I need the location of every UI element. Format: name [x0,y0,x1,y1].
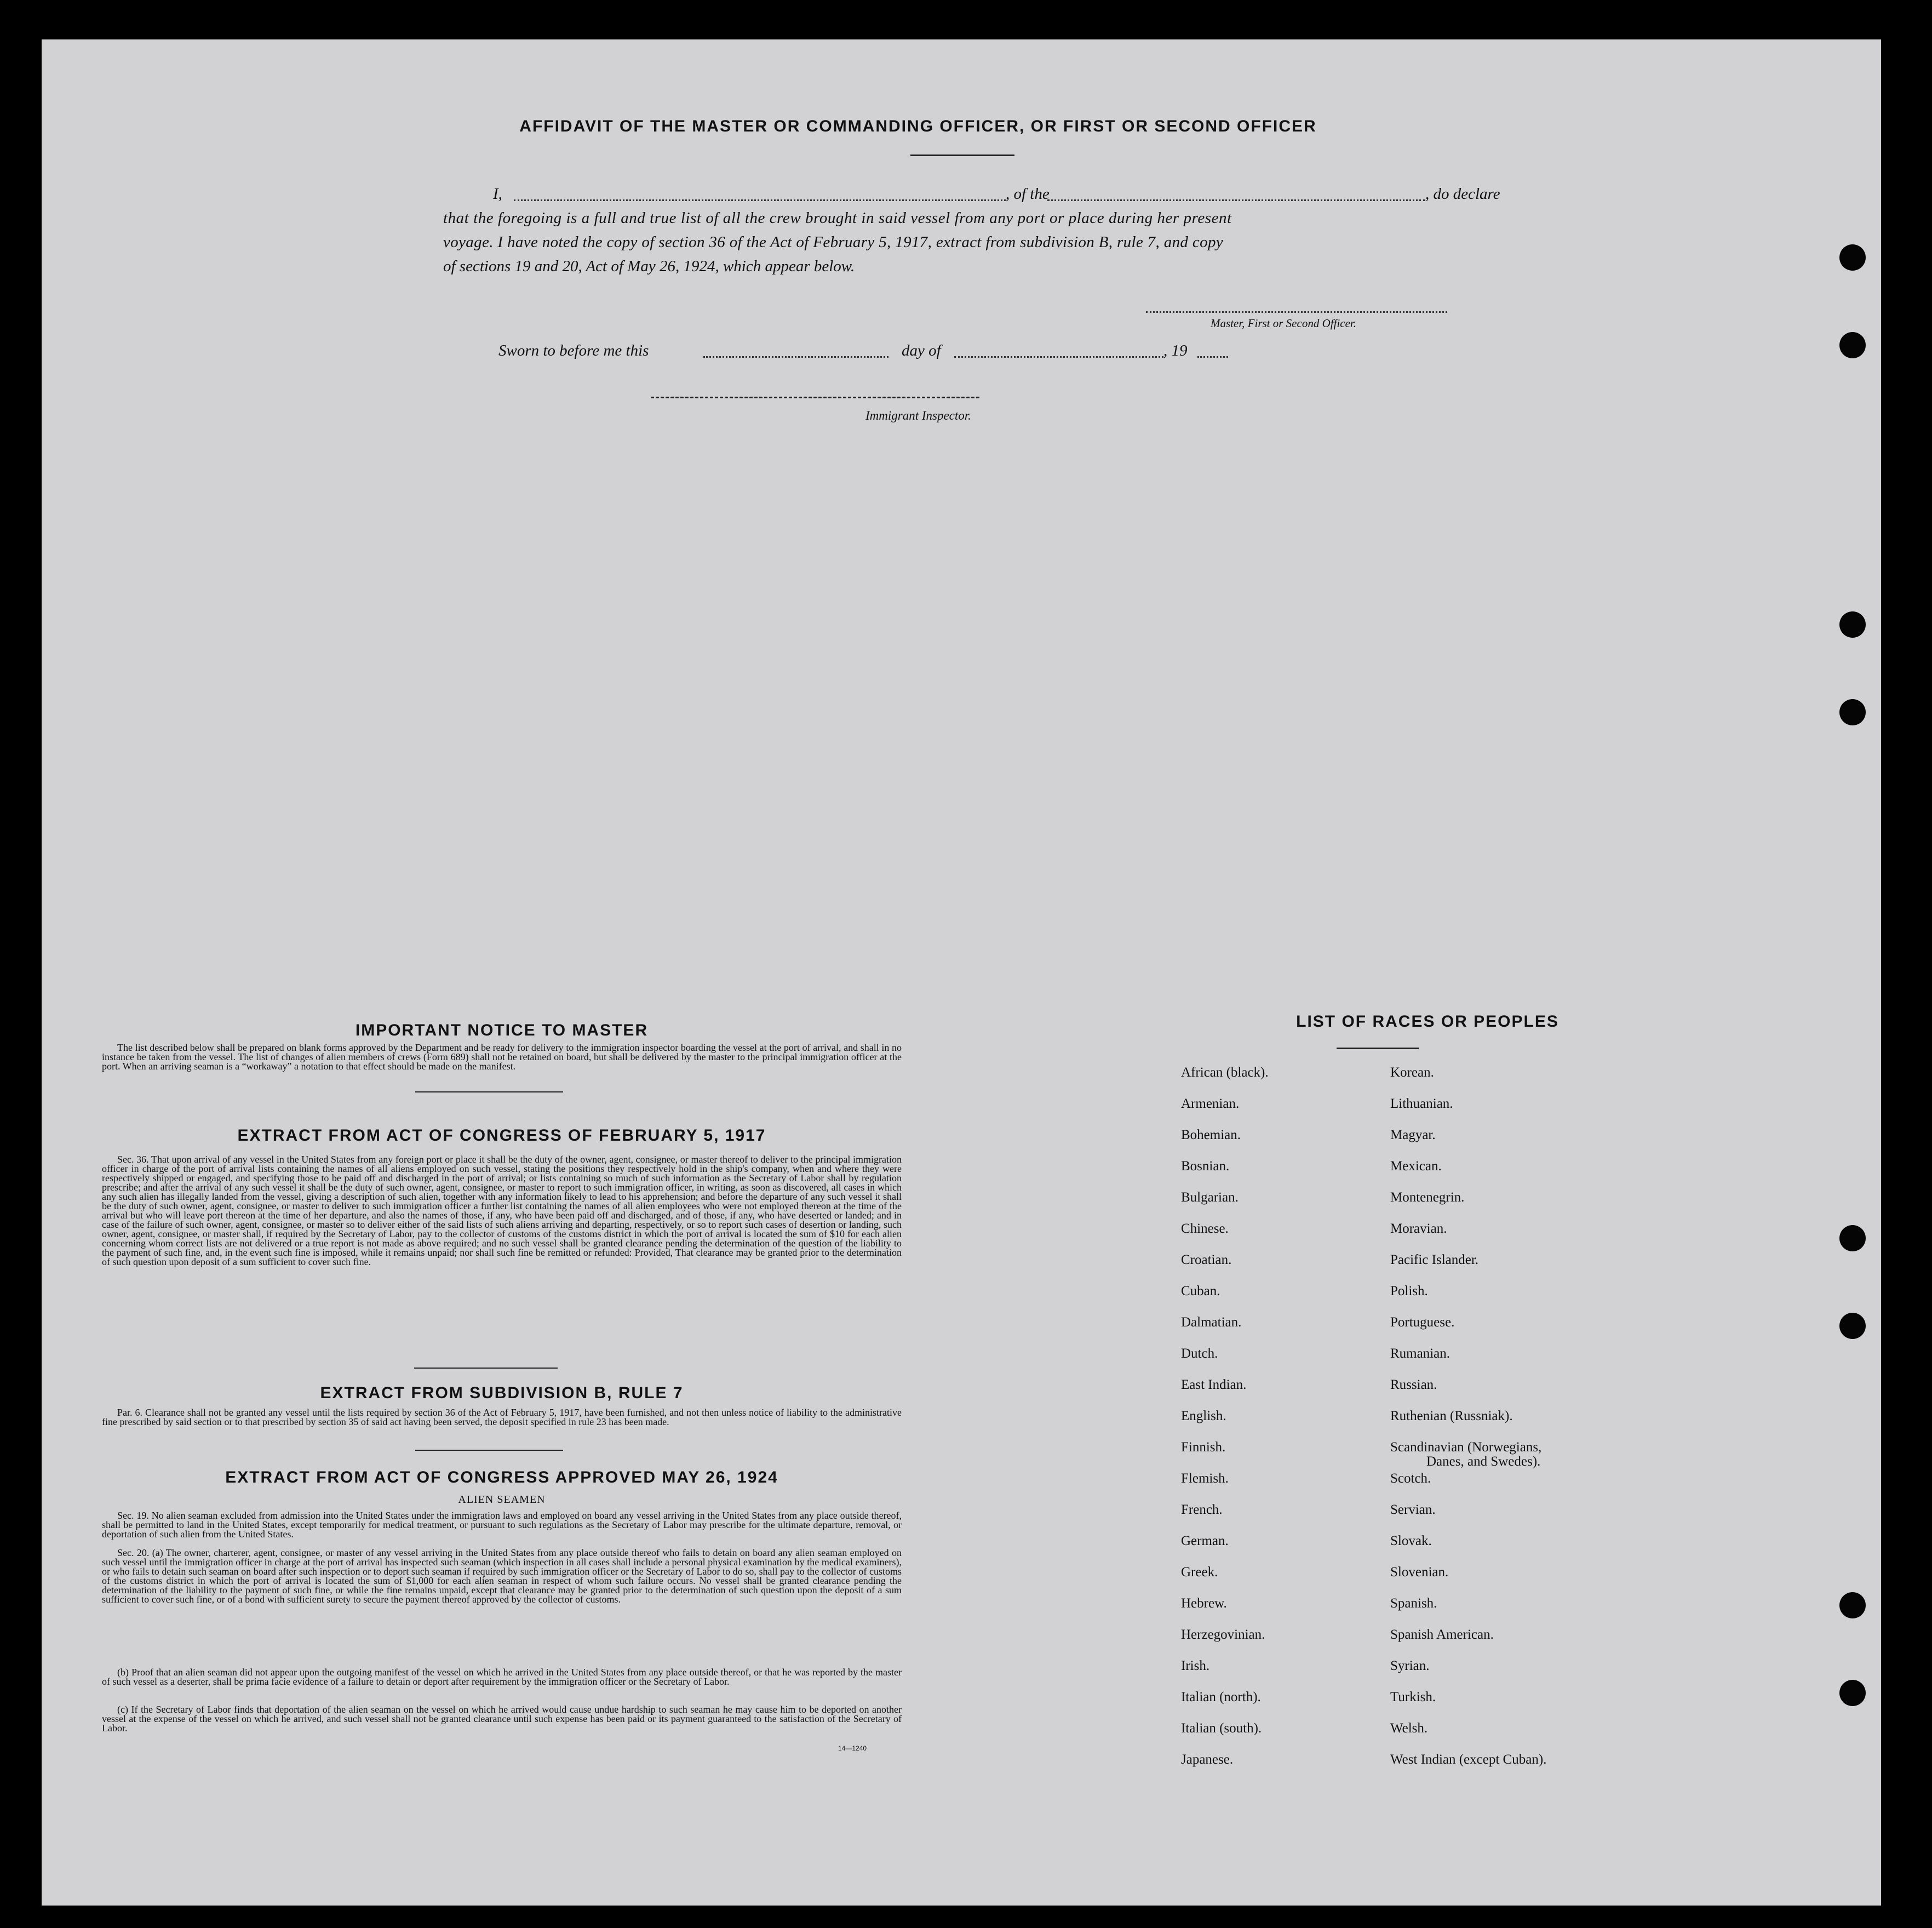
race-item: Armenian. [1181,1096,1240,1111]
race-item: Spanish American. [1390,1627,1494,1642]
race-item: Mexican. [1390,1159,1442,1174]
race-item: French. [1181,1502,1223,1517]
race-item: Lithuanian. [1390,1096,1453,1111]
year-text: , 19 [1163,342,1188,359]
race-item: Magyar. [1390,1128,1436,1142]
race-item: Rumanian. [1390,1346,1451,1361]
race-item: Scotch. [1390,1471,1431,1486]
race-item: Herzegovinian. [1181,1627,1265,1642]
affidavit-line-4: of sections 19 and 20, Act of May 26, 1924, which appear below. [443,258,855,275]
race-item: Moravian. [1390,1221,1447,1236]
race-item: Italian (south). [1181,1721,1262,1736]
affidavit-line-2: that the foregoing is a full and true list of all the crew brought in said vessel from any port or place during her present [443,209,1232,227]
race-item: German. [1181,1534,1229,1548]
year-line [1197,356,1228,358]
race-item: Ruthenian (Russniak). [1390,1409,1513,1423]
race-item: Bohemian. [1181,1128,1241,1142]
form-number: 14—1240 [838,1744,867,1752]
affidavit-i: I, [493,185,502,203]
race-item: Polish. [1390,1284,1428,1298]
binder-hole [1839,244,1866,271]
race-item: Slovenian. [1390,1565,1449,1580]
sworn-day-line [703,356,888,358]
race-item: Pacific Islander. [1390,1252,1479,1267]
month-line [954,356,1163,358]
sec20b-body: (b) Proof that an alien seaman did not appear upon the outgoing manifest of the vessel on which he arrived in the United States from any place outside thereof, or that he was reported by the master of such vessel as a deserter, shall be prima facie evidence of a failure to detain or deport after requirement by the immigration officer or the Secretary of Labor. [102,1667,902,1687]
notice-body: The list described below shall be prepared on blank forms approved by the Department and be ready for delivery to the immigration inspector boarding the vessel at the port of arrival, and shall in no instance be taken from the vessel. The list of changes of alien members of crews (Form 689) shall not be retained on board, but shall be delivered by the master to the principal immigration officer at the port. When an arriving seaman is a “workaway” a notation to that effect should be made on the manifest. [102,1042,902,1072]
extract-1917-divider [414,1368,558,1369]
race-item: Bulgarian. [1181,1190,1239,1205]
name-blank-line [514,199,1006,201]
inspector-caption: Immigrant Inspector. [865,409,971,422]
race-item: Servian. [1390,1502,1436,1517]
race-item: Scandinavian (Norwegians, [1390,1440,1542,1455]
master-caption: Master, First or Second Officer. [1211,317,1356,330]
race-item: Hebrew. [1181,1596,1227,1611]
race-item: Portuguese. [1390,1315,1455,1330]
notice-divider [415,1091,563,1092]
race-item: Italian (north). [1181,1690,1261,1704]
races-title: LIST OF RACES OR PEOPLES [1296,1012,1559,1031]
races-divider [1337,1048,1419,1049]
binder-hole [1839,332,1866,358]
binder-hole [1839,1225,1866,1251]
extract-1917-title: EXTRACT FROM ACT OF CONGRESS OF FEBRUARY 5, 1917 [237,1126,766,1145]
rule7-title: EXTRACT FROM SUBDIVISION B, RULE 7 [320,1384,684,1402]
vessel-blank-line [1047,199,1425,201]
inspector-signature-line [651,397,979,398]
race-item: Japanese. [1181,1752,1234,1767]
race-item: Greek. [1181,1565,1218,1580]
race-item: Croatian. [1181,1252,1232,1267]
sworn-text: Sworn to before me this [498,342,649,359]
race-item: Chinese. [1181,1221,1229,1236]
race-item: East Indian. [1181,1377,1247,1392]
day-of-text: day of [902,342,941,359]
affidavit-do-declare: , do declare [1425,185,1500,203]
race-item: Dalmatian. [1181,1315,1242,1330]
race-item: Dutch. [1181,1346,1218,1361]
rule7-divider [415,1450,563,1451]
race-item: African (black). [1181,1065,1269,1080]
binder-hole [1839,1680,1866,1706]
affidavit-title: AFFIDAVIT OF THE MASTER OR COMMANDING OFFICER, OR FIRST OR SECOND OFFICER [519,117,1317,135]
race-item: Flemish. [1181,1471,1229,1486]
sec19-body: Sec. 19. No alien seaman excluded from admission into the United States under the immigration laws and employed on board any vessel arriving in the United States from any place outside thereof, shall be permitted to land in the United States, except temporarily for medical treatment, or pursuant to such regulations as the Secretary of Labor may prescribe for the ultimate departure, removal, or deportation of such alien from the United States. [102,1510,902,1540]
race-item: Spanish. [1390,1596,1437,1611]
race-item: Bosnian. [1181,1159,1230,1174]
document-page [42,39,1881,1906]
sec20a-body: Sec. 20. (a) The owner, charterer, agent, consignee, or master of any vessel arriving in the United States from any place outside thereof who fails to detain on board any alien seaman employed on such vessel until the immigration officer in charge at the port of arrival has inspected such seaman (which inspection in all cases shall include a personal physical examination by the medical examiners), or who fails to detain such seaman on board after such inspection or to deport such seaman if required by such immigration officer or the Secretary of Labor to do so, shall pay to the collector of customs of the customs district in which the port of arrival is located the sum of $1,000 for each alien seaman in respect of whom such failure occurs. No vessel shall be granted clearance pending the determination of the liability to the payment of such fine, or while the fine remains unpaid, except that clearance may be granted prior to the determination of such question upon the deposit of a sum sufficient to cover such fine, or of a bond with sufficient surety to secure the payment thereof approved by the collector of customs. [102,1547,902,1605]
extract-1924-subtitle: ALIEN SEAMEN [458,1494,546,1506]
extract-1917-body: Sec. 36. That upon arrival of any vessel in the United States from any foreign port or place it shall be the duty of the owner, agent, consignee, or master thereof to deliver to the principal immigration officer in charge of the port of arrival lists containing the names of all aliens employed on such vessel, stating the positions they respectively hold in the ship's company, when and where they were respectively shipped or engaged, and specifying those to be paid off and discharged in the port of arrival; or lists containing so much of such information as the Secretary of Labor shall by regulation prescribe; and after the arrival of any such vessel it shall be the duty of such owner, agent, consignee, or master to report to such immigration officer, in writing, as soon as discovered, all cases in which any such alien has illegally landed from the vessel, giving a description of such alien, together with any information likely to lead to his apprehension; and before the departure of any such vessel it shall be the duty of such owner, agent, consignee, or master to deliver to such immigration officer a further list containing the names of all alien employees who were not employed thereon at the time of the arrival but who will leave port thereon at the time of her departure, and also the names of those, if any, who have been paid off and discharged, and of those, if any, who have deserted or landed; and in case of the failure of such owner, agent, consignee, or master so to deliver either of the said lists of such aliens arriving and departing, respectively, or so to report such cases of desertion or landing, such owner, agent, consignee, or master shall, if required by the Secretary of Labor, pay to the collector of customs of the customs district in which the port of arrival is located the sum of $10 for each alien concerning whom correct lists are not delivered or a true report is not made as above required; and no such vessel shall be granted clearance pending the determination of the question of the liability to the payment of such fine, and, in the event such fine is imposed, while it remains unpaid; nor shall such fine be remitted or refunded: Provided, That clearance may be granted prior to the determination of such question upon deposit of a sum sufficient to cover such fine. [102,1154,902,1267]
race-item: Russian. [1390,1377,1437,1392]
race-item: Montenegrin. [1390,1190,1465,1205]
race-item: Welsh. [1390,1721,1428,1736]
race-item: West Indian (except Cuban). [1390,1752,1547,1767]
title-divider [910,155,1014,156]
rule7-body: Par. 6. Clearance shall not be granted any vessel until the lists required by section 36 of the Act of February 5, 1917, have been furnished, and not then unless notice of liability to the administrative fine prescribed by said section or to that prescribed by section 35 of said act having been served, the deposit specified in rule 23 has been made. [102,1407,902,1427]
sec20c-body: (c) If the Secretary of Labor finds that deportation of the alien seaman on the vessel on which he arrived would cause undue hardship to such seaman he may cause him to be deported on another vessel at the expense of the vessel on which he arrived, and such vessel shall not be granted clearance until such expense has been paid or its payment guaranteed to the satisfaction of the Secretary of Labor. [102,1704,902,1734]
race-item: Turkish. [1390,1690,1436,1704]
race-item: Cuban. [1181,1284,1220,1298]
binder-hole [1839,611,1866,638]
race-item: Irish. [1181,1658,1210,1673]
binder-hole [1839,1592,1866,1618]
master-signature-line [1146,311,1447,313]
notice-title: IMPORTANT NOTICE TO MASTER [355,1021,649,1039]
affidavit-line-3: voyage. I have noted the copy of section 36 of the Act of February 5, 1917, extract from subdivision B, rule 7, and copy [443,233,1224,251]
race-item: Syrian. [1390,1658,1430,1673]
race-item: Korean. [1390,1065,1434,1080]
race-item: Finnish. [1181,1440,1226,1455]
race-item-continuation: Danes, and Swedes). [1426,1454,1541,1469]
race-item: English. [1181,1409,1226,1423]
race-item: Slovak. [1390,1534,1432,1548]
binder-hole [1839,699,1866,725]
extract-1924-title: EXTRACT FROM ACT OF CONGRESS APPROVED MAY 26, 1924 [225,1468,778,1486]
binder-hole [1839,1313,1866,1339]
affidavit-of-the: , of the [1006,185,1050,203]
